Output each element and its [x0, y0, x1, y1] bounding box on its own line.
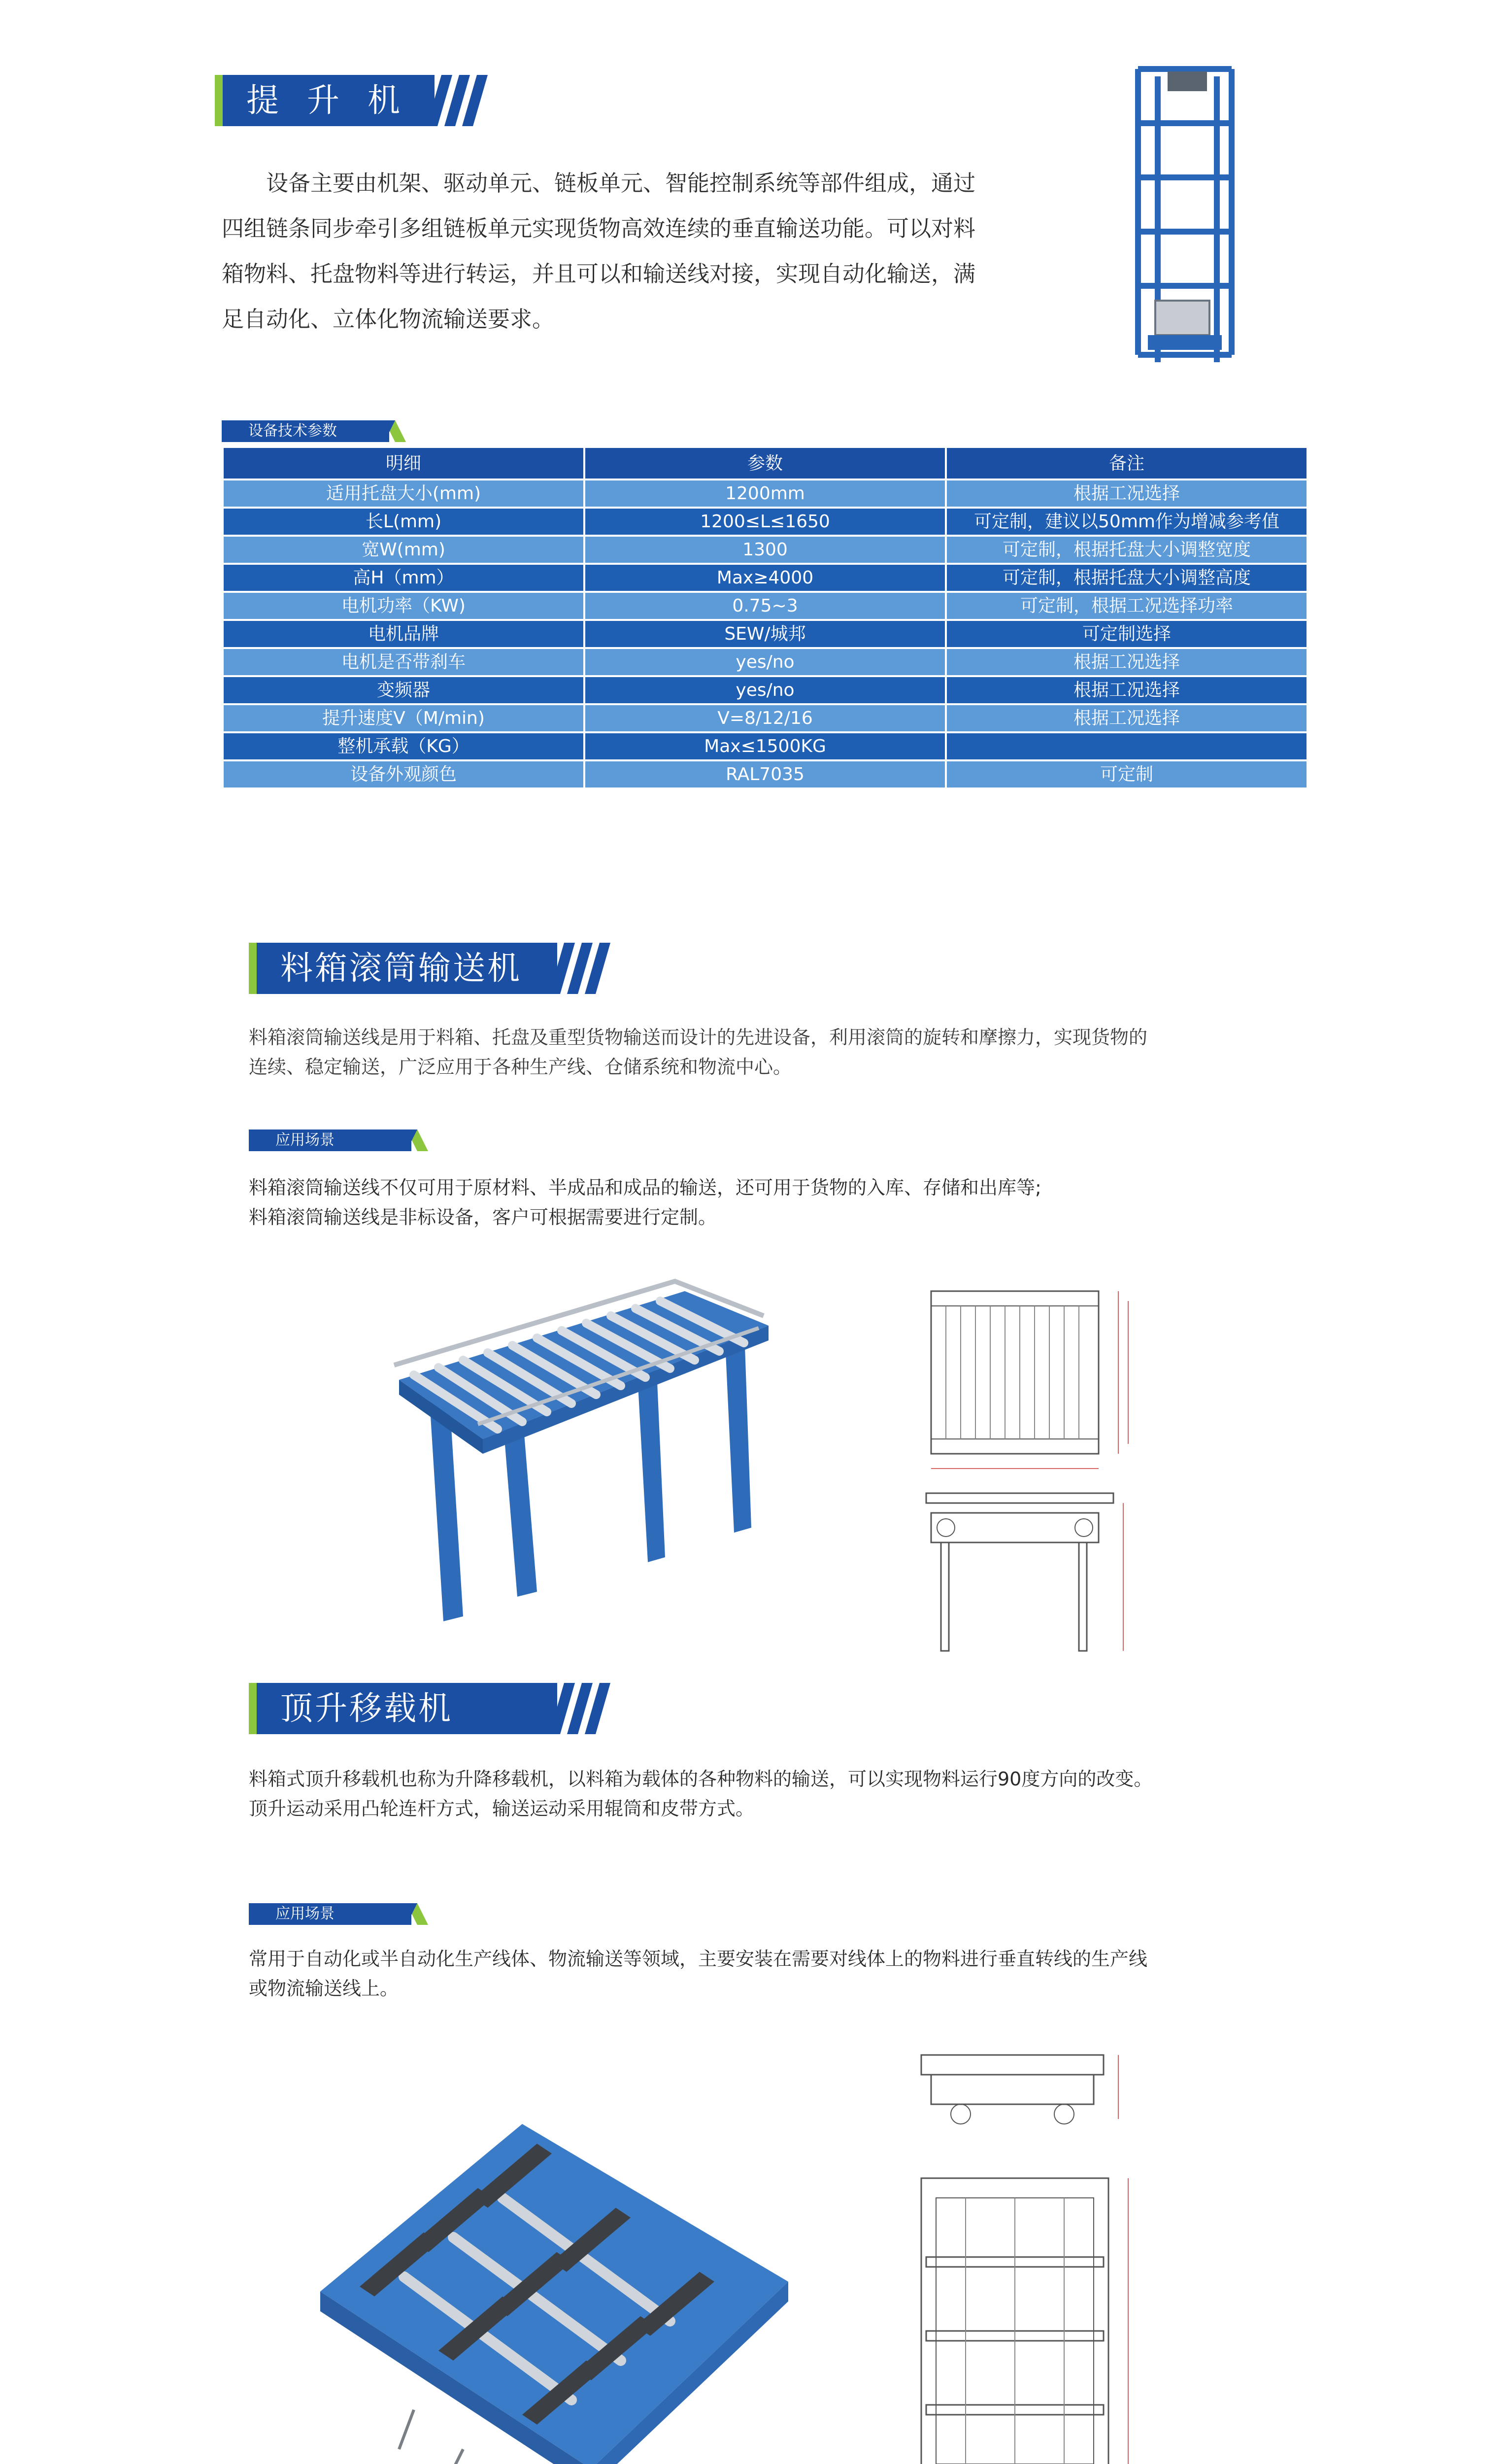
para-line: 或物流输送线上。 [249, 1978, 399, 1999]
transfer-side-view-drawing [911, 2045, 1138, 2139]
section-header-transfer [249, 1683, 613, 1734]
table-cell: 可定制 [946, 760, 1307, 788]
table-cell: 高H（mm） [223, 564, 584, 592]
section-header-roller-conveyor [249, 943, 613, 994]
table-row [223, 648, 1307, 676]
table-cell: 适用托盘大小(mm) [223, 479, 584, 508]
table-cell: 电机功率（KW) [223, 592, 584, 620]
table-row [223, 592, 1307, 620]
accent-stripe [249, 1683, 257, 1734]
roller-conveyor-side-view-drawing [921, 1488, 1138, 1661]
table-cell: V=8/12/16 [584, 704, 946, 732]
table-header-row [223, 447, 1307, 479]
table-cell: 可定制，根据工况选择功率 [946, 592, 1307, 620]
section-title: 顶升移载机 [257, 1683, 557, 1734]
tag-corner-icon [384, 420, 414, 442]
table-cell: 电机是否带刹车 [223, 648, 584, 676]
table-cell: 电机品牌 [223, 620, 584, 648]
table-cell: 根据工况选择 [946, 479, 1307, 508]
roller-conveyor-application [249, 1173, 1333, 1232]
para-line: 料箱滚筒输送线不仅可用于原材料、半成品和成品的输送，还可用于货物的入库、存储和出库等; [249, 1177, 1041, 1198]
table-cell: 提升速度V（M/min) [223, 704, 584, 732]
lifter-description [222, 161, 1059, 342]
tag-corner-icon [406, 1129, 436, 1151]
para-line: 足自动化、立体化物流输送要求。 [222, 306, 555, 332]
table-cell: 变频器 [223, 676, 584, 704]
table-cell: 长L(mm) [223, 508, 584, 536]
para-line: 料箱式顶升移载机也称为升降移载机，以料箱为载体的各种物料的输送，可以实现物料运行90度方向的改变。 [249, 1768, 1153, 1790]
para-line: 料箱滚筒输送线是用于料箱、托盘及重型货物输送而设计的先进设备，利用滚筒的旋转和摩擦力，实现货物的 [249, 1027, 1148, 1048]
table-header: 参数 [584, 447, 946, 479]
transfer-top-view-drawing [911, 2168, 1148, 2464]
transfer-description [249, 1764, 1382, 1823]
table-cell [946, 732, 1307, 760]
para-line: 四组链条同步牵引多组链板单元实现货物高效连续的垂直输送功能。可以对料 [222, 215, 976, 241]
tag-label: 应用场景 [249, 1129, 411, 1151]
table-cell: SEW/城邦 [584, 620, 946, 648]
tag-corner-icon [406, 1903, 436, 1925]
tag-label: 应用场景 [249, 1903, 411, 1925]
spec-table [222, 446, 1308, 789]
para-line: 箱物料、托盘物料等进行转运，并且可以和输送线对接，实现自动化输送，满 [222, 261, 976, 287]
application-tag [249, 1903, 436, 1925]
accent-stripe [215, 75, 223, 126]
table-row [223, 676, 1307, 704]
table-cell: 1200mm [584, 479, 946, 508]
accent-stripe [249, 943, 257, 994]
table-row [223, 479, 1307, 508]
slash-decoration-icon [549, 1683, 613, 1734]
transfer-machine-illustration [315, 2094, 798, 2464]
table-row [223, 564, 1307, 592]
table-cell: 根据工况选择 [946, 648, 1307, 676]
table-cell: 根据工况选择 [946, 704, 1307, 732]
para-line: 顶升运动采用凸轮连杆方式，输送运动采用辊筒和皮带方式。 [249, 1798, 755, 1819]
table-cell: 宽W(mm) [223, 536, 584, 564]
table-header: 备注 [946, 447, 1307, 479]
transfer-application [249, 1944, 1382, 2003]
table-cell: 可定制选择 [946, 620, 1307, 648]
table-cell: RAL7035 [584, 760, 946, 788]
para-line: 设备主要由机架、驱动单元、链板单元、智能控制系统等部件组成，通过 [266, 170, 976, 196]
table-row [223, 704, 1307, 732]
slash-decoration-icon [549, 943, 613, 994]
roller-conveyor-top-view-drawing [921, 1281, 1138, 1478]
table-row [223, 732, 1307, 760]
table-cell: 1200≤L≤1650 [584, 508, 946, 536]
section-header-lifter [215, 75, 491, 126]
table-row [223, 760, 1307, 788]
table-cell: yes/no [584, 676, 946, 704]
application-tag [249, 1129, 436, 1151]
table-row [223, 620, 1307, 648]
table-cell: yes/no [584, 648, 946, 676]
para-line: 常用于自动化或半自动化生产线体、物流输送等领域，主要安装在需要对线体上的物料进行垂直转线的生产线 [249, 1948, 1148, 1970]
section-title: 提 升 机 [223, 75, 435, 126]
roller-conveyor-description [249, 1023, 1333, 1082]
table-cell: 可定制，根据托盘大小调整宽度 [946, 536, 1307, 564]
table-cell: 0.75~3 [584, 592, 946, 620]
table-header: 明细 [223, 447, 584, 479]
table-cell: 1300 [584, 536, 946, 564]
table-cell: 整机承载（KG） [223, 732, 584, 760]
table-cell: 可定制，根据托盘大小调整高度 [946, 564, 1307, 592]
table-cell: Max≥4000 [584, 564, 946, 592]
section-title: 料箱滚筒输送机 [257, 943, 557, 994]
slash-decoration-icon [427, 75, 491, 126]
roller-conveyor-illustration [379, 1252, 803, 1641]
para-line: 连续、稳定输送，广泛应用于各种生产线、仓储系统和物流中心。 [249, 1056, 792, 1078]
table-row [223, 536, 1307, 564]
table-cell: 可定制，建议以50mm作为增减参考值 [946, 508, 1307, 536]
table-row [223, 508, 1307, 536]
lifter-machine-illustration [1128, 59, 1246, 375]
spec-tag [222, 420, 419, 442]
table-cell: Max≤1500KG [584, 732, 946, 760]
tag-label: 设备技术参数 [222, 420, 389, 442]
table-cell: 根据工况选择 [946, 676, 1307, 704]
para-line: 料箱滚筒输送线是非标设备，客户可根据需要进行定制。 [249, 1206, 717, 1228]
table-cell: 设备外观颜色 [223, 760, 584, 788]
